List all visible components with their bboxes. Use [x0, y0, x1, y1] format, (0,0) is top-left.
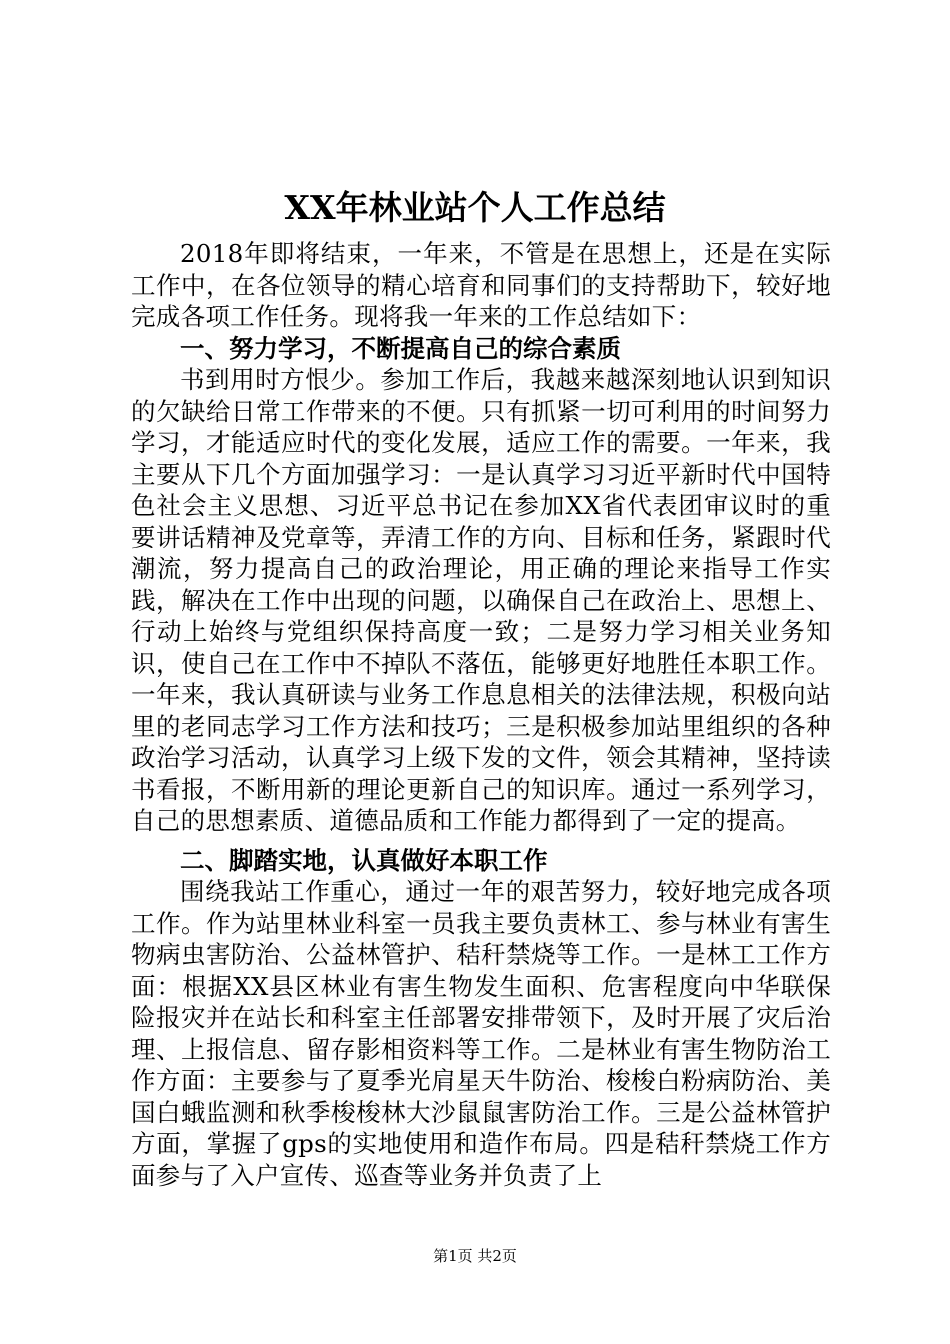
- section-2-paragraph: 围绕我站工作重心，通过一年的艰苦努力，较好地完成各项工作。作为站里林业科室一员我主要负责林工、参与林业有害生物病虫害防治、公益林管护、秸秆禁烧等工作。一是林工工作方面：根据XX县区林业有害生物发生面积、危害程度向中华联保险报灾并在站长和科室主任部署安排带领下，及时开展了灾后治理、上报信息、留存影相资料等工作。二是林业有害生物防治工作方面：主要参与了夏季光肩星天牛防治、梭梭白粉病防治、美国白蛾监测和秋季梭梭林大沙鼠鼠害防治工作。三是公益林管护方面，掌握了gps的实地使用和造作布局。四是秸秆禁烧工作方面参与了入户宣传、巡查等业务并负责了上: [131, 877, 831, 1190]
- page-number-footer: 第1页 共2页: [433, 1247, 517, 1265]
- document-body: [131, 238, 831, 1191]
- section-1-paragraph: 书到用时方恨少。参加工作后，我越来越深刻地认识到知识的欠缺给日常工作带来的不便。只有抓紧一切可利用的时间努力学习，才能适应时代的变化发展，适应工作的需要。一年来，我主要从下几个方面加强学习：一是认真学习习近平新时代中国特色社会主义思想、习近平总书记在参加XX省代表团审议时的重要讲话精神及党章等，弄清工作的方向、目标和任务，紧跟时代潮流，努力提高自己的政治理论，用正确的理论来指导工作实践，解决在工作中出现的问题，以确保自己在政治上、思想上、行动上始终与党组织保持高度一致；二是努力学习相关业务知识，使自己在工作中不掉队不落伍，能够更好地胜任本职工作。一年来，我认真研读与业务工作息息相关的法律法规，积极向站里的老同志学习工作方法和技巧；三是积极参加站里组织的各种政治学习活动，认真学习上级下发的文件，领会其精神，坚持读书看报，不断用新的理论更新自己的知识库。通过一系列学习，自己的思想素质、道德品质和工作能力都得到了一定的提高。: [131, 365, 831, 835]
- intro-paragraph: 2018年即将结束，一年来，不管是在思想上，还是在实际工作中，在各位领导的精心培育和同事们的支持帮助下，较好地完成各项工作任务。现将我一年来的工作总结如下：: [131, 239, 831, 331]
- document-title: XX年林业站个人工作总结: [284, 188, 666, 227]
- section-2-heading: 二、脚踏实地，认真做好本职工作: [180, 845, 548, 875]
- section-1-heading: 一、努力学习，不断提高自己的综合素质: [180, 333, 621, 363]
